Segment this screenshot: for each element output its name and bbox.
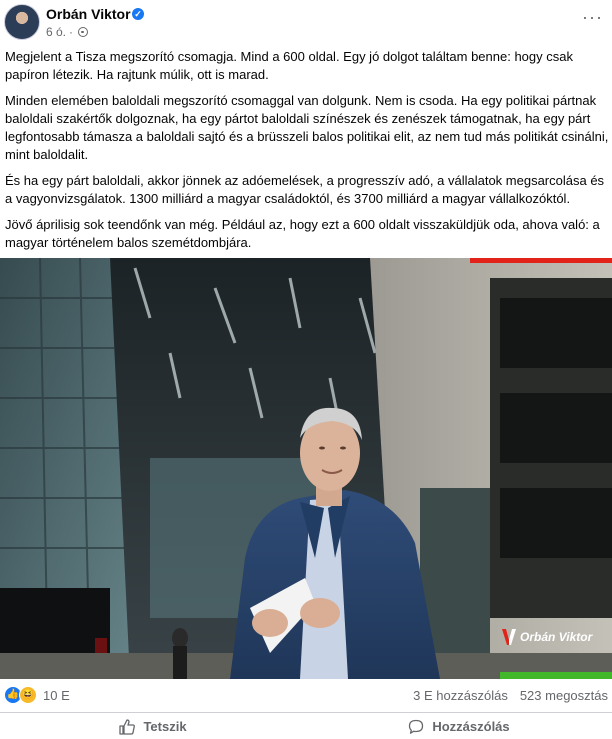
divider: [0, 712, 612, 713]
post-text: [5, 48, 609, 260]
author-name[interactable]: Orbán Viktor: [46, 6, 131, 22]
haha-reaction-icon: 😆: [19, 686, 37, 704]
verified-icon: ✓: [132, 8, 144, 20]
more-icon[interactable]: ···: [582, 7, 603, 27]
post-meta: [46, 25, 88, 39]
red-accent-bar: [470, 258, 612, 263]
post-paragraph: És ha egy párt baloldali, akkor jönnek az adóemelések, a progresszív adó, a vállalatok megsarcolása és a vagyonvizsgálatok. 1300 milliárd a magyar családoktól, és 3700 milliárd a magyar vállalkozóktól.: [5, 173, 605, 206]
comment-icon: [408, 719, 424, 735]
comments-count[interactable]: 3 E hozzászólás: [413, 688, 508, 703]
green-accent-bar: [500, 672, 612, 679]
post-paragraph: Minden elemében baloldali megszorító csomaggal van dolgunk. Nem is csoda. Ha egy politikai pártnak baloldali szakértők dolgoznak, ha egy pártot baloldali színészek és zenészek támogatnak, ha egy párt legfontosabb támasza a baloldali sajtó és a brüsszeli balos politikai elit, az nem tud más politikát csinálni, mint baloldalit.: [5, 93, 609, 162]
meta-separator: ·: [69, 25, 74, 39]
post-paragraph: Jövő áprilisig sok teendőnk van még. Például az, hogy ezt a 600 oldalt visszaküldjük oda, ahova való: a magyar történelem balos szemétdombjára.: [5, 217, 600, 250]
like-reaction-icon: 👍: [4, 686, 22, 704]
watermark-text: Orbán Viktor: [520, 630, 593, 644]
engagement-stats: [413, 688, 608, 703]
globe-icon: [78, 27, 88, 37]
like-label: Tetszik: [143, 719, 187, 734]
like-button[interactable]: [0, 714, 306, 739]
reactions-summary[interactable]: [4, 686, 70, 704]
post-photo[interactable]: [0, 258, 612, 679]
reactions-count: 10 E: [43, 687, 70, 703]
photo-watermark: [502, 629, 592, 645]
avatar[interactable]: [4, 4, 40, 40]
thumbs-up-icon: [119, 719, 135, 735]
post-time[interactable]: 6 ó.: [46, 25, 67, 39]
shares-count[interactable]: 523 megosztás: [519, 688, 608, 703]
post-paragraph: Megjelent a Tisza megszorító csomagja. Mind a 600 oldal. Egy jó dolgot találtam benne: hogy csak papíron létezik. Ha rajtunk múlik, ott is marad.: [5, 49, 573, 82]
comment-button[interactable]: [306, 714, 612, 739]
comment-label: Hozzászólás: [432, 719, 510, 734]
post-actions: [0, 714, 612, 739]
post-header: [0, 0, 612, 44]
watermark-logo-icon: [502, 629, 516, 645]
photo-scene: [0, 258, 612, 679]
